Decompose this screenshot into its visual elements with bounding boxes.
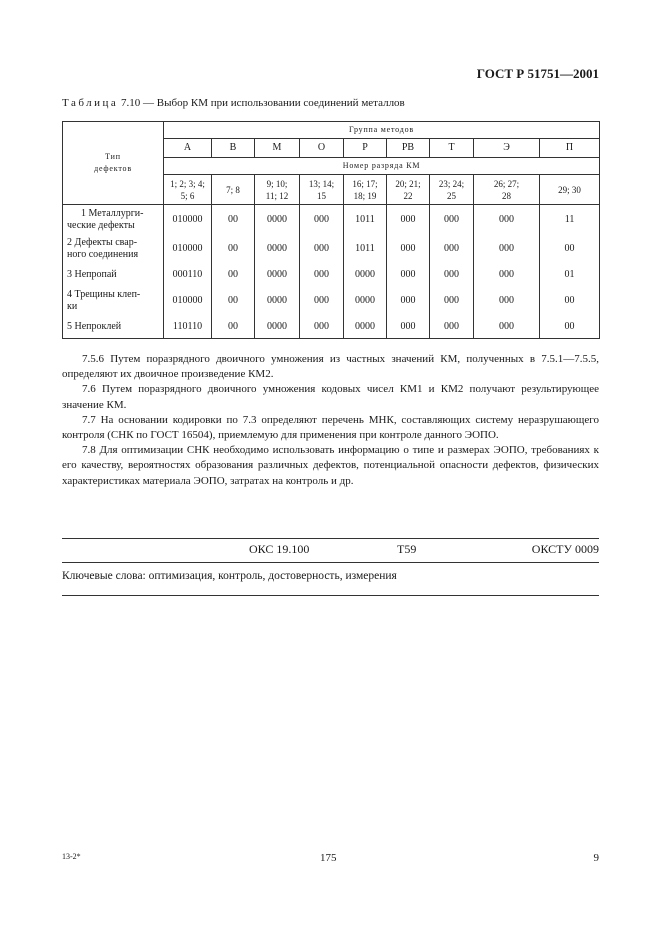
defect-type-label [63,315,164,339]
km-value-cell: 1011 [344,205,387,235]
rank-range-line: 7; 8 [226,184,240,195]
defect-type-label-line: ного соединения [67,248,139,260]
rank-range-cell [212,175,255,205]
oks-code: ОКС 19.100 [249,542,310,556]
km-value-cell: 000 [300,263,344,286]
group-cell: В [212,139,255,158]
rank-range-line: 23; 24; [438,178,465,189]
table-row [63,315,600,339]
rank-range-line: 28 [502,190,511,201]
km-value-cell: 0000 [255,315,300,339]
rank-range-line: 1; 2; 3; 4; [170,178,205,189]
table-caption [62,97,405,109]
km-value-cell: 000 [474,315,540,339]
km-value-cell: 1011 [344,234,387,263]
middle-rule [62,562,599,563]
defect-type-header-line: Тип [105,152,121,161]
km-value-cell: 0000 [255,205,300,235]
km-value-cell: 000 [430,234,474,263]
km-value-cell: 000 [430,315,474,339]
rank-range-line: 18; 19 [353,190,377,201]
km-value-cell: 010000 [164,234,212,263]
group-header: Группа методов [164,122,600,139]
rank-header: Номер разряда КМ [164,158,600,175]
rank-range-line: 20; 21; [395,178,421,189]
rank-range-line: 15 [317,190,326,201]
km-value-cell: 01 [540,263,600,286]
km-value-cell: 0000 [344,263,387,286]
group-cell: Р [344,139,387,158]
bottom-rule [62,595,599,596]
table-row [63,234,600,263]
km-value-cell: 000 [387,315,430,339]
km-value-cell: 00 [212,286,255,315]
km-value-cell: 0000 [255,263,300,286]
km-value-cell: 00 [212,205,255,235]
rank-range-line: 9; 10; [266,178,288,189]
table-caption-word: Таблица [62,97,119,109]
defect-type-label-line: 4 Трещины клеп- [67,288,141,300]
rank-range-line: 5; 6 [180,190,195,201]
km-value-cell: 00 [540,234,600,263]
defect-type-label [63,234,164,263]
rank-range-line: 13; 14; [308,178,335,189]
km-value-cell: 00 [540,315,600,339]
rank-range-cell [344,175,387,205]
km-value-cell: 0000 [344,286,387,315]
km-value-cell: 000 [474,205,540,235]
rank-range-line: 26; 27; [493,178,520,189]
defect-type-header [63,122,164,205]
km-value-cell: 0000 [255,234,300,263]
rank-range-cell [164,175,212,205]
km-value-cell: 11 [540,205,600,235]
rank-range-line: 11; 12 [265,190,289,201]
group-cell: М [255,139,300,158]
km-value-cell: 000 [430,286,474,315]
km-value-cell: 0000 [255,286,300,315]
defect-type-label-line: ческие дефекты [67,219,135,231]
page-number: 9 [593,852,599,864]
km-value-cell: 000 [387,263,430,286]
km-value-cell: 000 [300,286,344,315]
km-value-cell: 010000 [164,205,212,235]
rank-range-cell [255,175,300,205]
rank-range-line: 16; 17; [352,178,378,189]
defect-type-label-line: 5 Непроклей [67,320,122,332]
body-paragraph: 7.7 На основании кодировки по 7.3 определяют перечень МНК, составляющих систему неразрушающего контроля (СНК по ГОСТ 16504), приемлемую для применения при контроле данного ЭОПО. [62,413,599,442]
defect-type-label [63,263,164,286]
km-value-cell: 000 [474,286,540,315]
body-paragraph: 7.5.6 Путем поразрядного двоичного умножения из частных значений КМ, полученных в 7.5.1—7.5.5, определяют их двоичное произведение КМ2. [62,353,599,381]
km-selection-table [62,121,600,339]
rank-range-line: 25 [447,190,456,201]
km-value-cell: 0000 [344,315,387,339]
rank-range-line: 22 [403,190,413,201]
group-cell: О [300,139,344,158]
defect-type-label-line: 1 Металлурги- [81,207,144,219]
table-row [63,205,600,235]
km-value-cell: 000 [300,315,344,339]
km-value-cell: 000 [430,263,474,286]
table-caption-text: 7.10 — Выбор КМ при использовании соединений металлов [118,97,405,109]
table-row [63,263,600,286]
defect-type-label-line: 3 Непропай [67,268,117,280]
km-value-cell: 000 [300,205,344,235]
km-value-cell: 000110 [164,263,212,286]
top-rule [62,538,599,539]
km-value-cell: 000 [387,205,430,235]
defect-type-label [63,286,164,315]
rank-range-cell [300,175,344,205]
group-cell: Т [430,139,474,158]
standard-code: ГОСТ Р 51751—2001 [476,66,599,81]
print-mark: 13-2* [62,852,81,861]
defect-type-label-line: ки [67,300,78,312]
km-value-cell: 110110 [164,315,212,339]
km-value-cell: 00 [212,263,255,286]
keywords: Ключевые слова: оптимизация, контроль, достоверность, измерения [62,570,397,582]
rank-range-cell [387,175,430,205]
km-value-cell: 000 [387,286,430,315]
rank-range-cell [430,175,474,205]
body-paragraph: 7.8 Для оптимизации СНК необходимо использовать информацию о типе и размерах ЭОПО, требованиях к его качеству, вероятностях образования различных дефектов, потенциальной опасности дефектов, физических характеристиках материала ЭОПО, затратах на контроль и др. [62,444,599,487]
defect-type-header-line: дефектов [94,164,132,173]
km-value-cell: 000 [430,205,474,235]
km-value-cell: 00 [212,234,255,263]
group-cell: РВ [387,139,430,158]
defect-type-label [63,205,164,235]
group-cell: Э [474,139,540,158]
body-paragraph: 7.6 Путем поразрядного двоичного умножения кодовых чисел КМ1 и КМ2 получают результирующее значение КМ. [62,383,599,411]
center-number: 175 [320,852,337,864]
km-value-cell: 010000 [164,286,212,315]
group-cell: А [164,139,212,158]
table-row [63,286,600,315]
rank-range-cell [540,175,600,205]
km-value-cell: 00 [212,315,255,339]
km-value-cell: 00 [540,286,600,315]
km-value-cell: 000 [474,234,540,263]
t-code: Т59 [397,542,417,556]
okstu-code: ОКСТУ 0009 [531,542,599,556]
km-value-cell: 000 [474,263,540,286]
rank-range-cell [474,175,540,205]
defect-type-label-line: 2 Дефекты свар- [67,236,138,248]
body-paragraphs [62,352,599,489]
km-value-cell: 000 [300,234,344,263]
group-cell: П [540,139,600,158]
km-value-cell: 000 [387,234,430,263]
rank-range-line: 29; 30 [558,184,581,195]
